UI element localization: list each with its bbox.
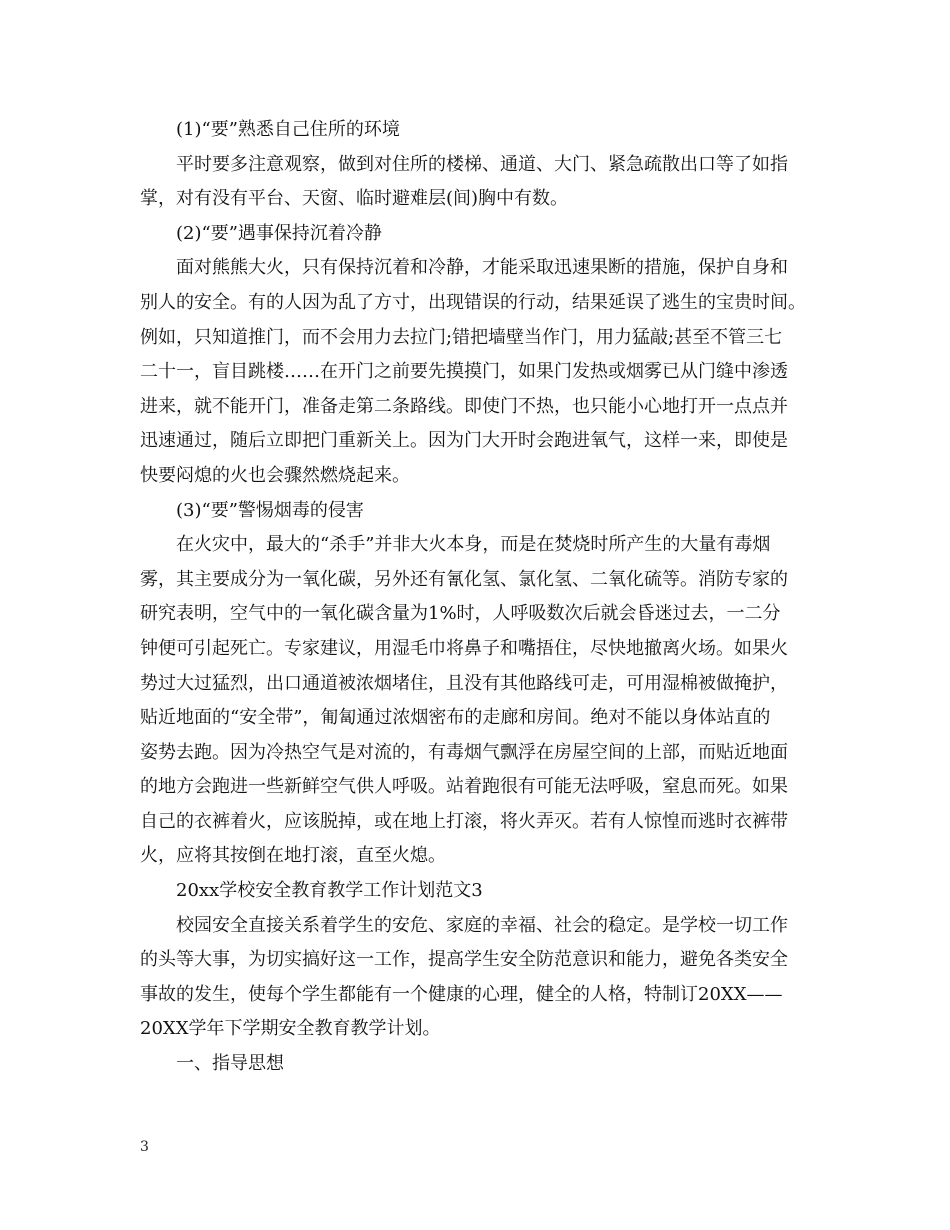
- text-line: 掌，对有没有平台、天窗、临时避难层(间)胸中有数。: [140, 188, 569, 210]
- text-line: 20xx学校安全教育教学工作计划范文3: [176, 880, 483, 902]
- text-line: 火，应将其按倒在地打滚，直至火熄。: [140, 845, 446, 867]
- text-line: (3)“要”警惕烟毒的侵害: [176, 499, 364, 521]
- text-line: 在火灾中，最大的“杀手”并非大火本身，而是在焚烧时所产生的大量有毒烟: [176, 534, 771, 556]
- text-line: 的头等大事，为切实搞好这一工作，提高学生安全防范意识和能力，避免各类安全: [140, 949, 788, 971]
- text-line: 研究表明，空气中的一氧化碳含量为1%时，人呼吸数次后就会昏迷过去，一二分: [140, 603, 781, 625]
- text-line: 钟便可引起死亡。专家建议，用湿毛巾将鼻子和嘴捂住，尽快地撤离火场。如果火: [140, 637, 788, 659]
- text-line: 校园安全直接关系着学生的安危、家庭的幸福、社会的稳定。是学校一切工作: [176, 914, 788, 936]
- text-line: 快要闷熄的火也会骤然燃烧起来。: [140, 464, 410, 486]
- text-line: 20XX学年下学期安全教育教学计划。: [140, 1018, 441, 1040]
- document-body: [140, 113, 812, 1082]
- text-line: 迅速通过，随后立即把门重新关上。因为门大开时会跑进氧气，这样一来，即使是: [140, 430, 788, 452]
- text-line: 二十一，盲目跳楼……在开门之前要先摸摸门，如果门发热或烟雾已从门缝中渗透: [140, 361, 788, 383]
- text-line: 一、指导思想: [176, 1053, 284, 1075]
- text-line: (2)“要”遇事保持沉着冷静: [176, 222, 382, 244]
- text-line: 自己的衣裤着火，应该脱掉，或在地上打滚，将火弄灭。若有人惊惶而逃时衣裤带: [140, 810, 788, 832]
- page-number: 3: [140, 1139, 149, 1155]
- text-line: 雾，其主要成分为一氧化碳，另外还有氰化氢、氯化氢、二氧化硫等。消防专家的: [140, 568, 788, 590]
- text-line: (1)“要”熟悉自己住所的环境: [176, 119, 400, 140]
- text-line: 势过大过猛烈，出口通道被浓烟堵住，且没有其他路线可走，可用湿棉被做掩护，: [140, 672, 788, 694]
- text-line: 姿势去跑。因为冷热空气是对流的，有毒烟气飘浮在房屋空间的上部，而贴近地面: [140, 741, 788, 763]
- text-line: 事故的发生，使每个学生都能有一个健康的心理，健全的人格，特制订20XX——: [140, 983, 783, 1005]
- text-line: 进来，就不能开门，准备走第二条路线。即使门不热，也只能小心地打开一点点并: [140, 395, 788, 417]
- text-line: 的地方会跑进一些新鲜空气供人呼吸。站着跑很有可能无法呼吸，窒息而死。如果: [140, 776, 788, 798]
- text-line: 贴近地面的“安全带”，匍匐通过浓烟密布的走廊和房间。绝对不能以身体站直的: [140, 707, 771, 729]
- text-line: 别人的安全。有的人因为乱了方寸，出现错误的行动，结果延误了逃生的宝贵时间。: [140, 291, 806, 313]
- text-line: 例如，只知道推门，而不会用力去拉门;错把墙壁当作门，用力猛敲;甚至不管三七: [140, 326, 783, 348]
- text-line: 面对熊熊大火，只有保持沉着和冷静，才能采取迅速果断的措施，保护自身和: [176, 257, 788, 279]
- text-line: 平时要多注意观察，做到对住所的楼梯、通道、大门、紧急疏散出口等了如指: [176, 153, 788, 175]
